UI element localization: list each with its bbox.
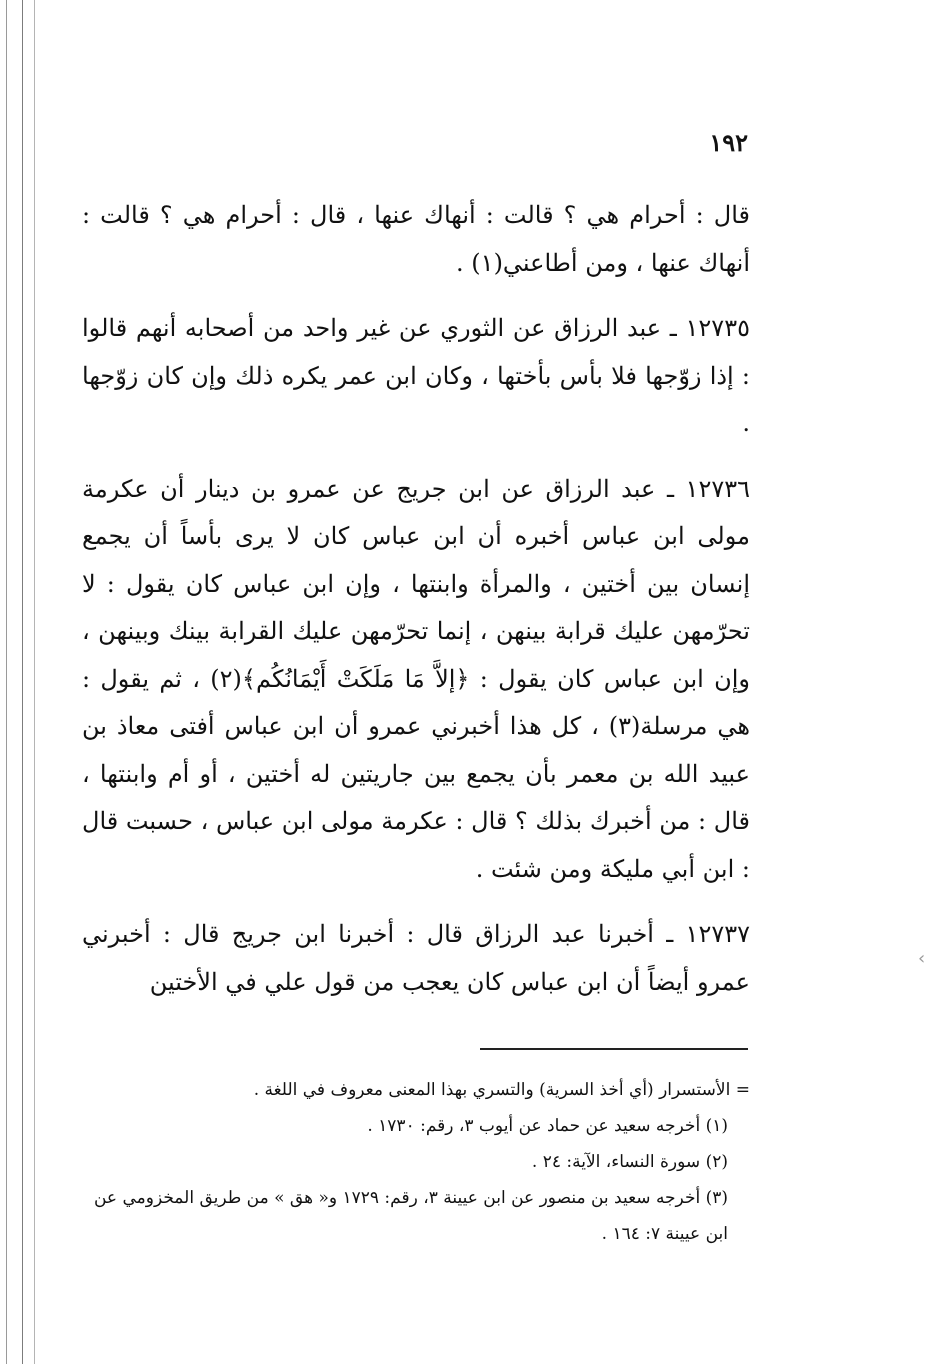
footnote-3: (٣) أخرجه سعيد بن منصور عن ابن عيينة ٣، رقم: ١٧٢٩ و« هق » من طريق المخزومي عن ابن عيينة ٧: ١٦٤ . (93, 1188, 728, 1244)
margin-mark: ‹ (918, 948, 926, 969)
binding-line (34, 0, 35, 1364)
paragraph-continuation (82, 192, 750, 287)
hadith-12737 (82, 911, 750, 1006)
footnotes (82, 1072, 750, 1252)
footnote-divider (480, 1048, 748, 1050)
footnote-continuation: = الأستسرار (أي أخذ السرية) والتسري بهذا المعنى معروف في اللغة . (253, 1080, 750, 1100)
hadith-text: أخبرنا عبد الرزاق قال : أخبرنا ابن جريج قال : أخبرني عمرو أيضاً أن ابن عباس كان يعجب من قول علي في الأختين (82, 920, 750, 996)
hadith-number: ١٢٧٣٥ ـ (669, 314, 750, 342)
hadith-number: ١٢٧٣٧ ـ (666, 920, 750, 948)
hadith-text: عبد الرزاق عن ابن جريج عن عمرو بن دينار أن عكرمة مولى ابن عباس أخبره أن ابن عباس كان لا يرى بأساً أن يجمع إنسان بين أختين ، والمرأة وابنتها ، وإن ابن عباس كان يقول : لا تحرّمهن عليك قرابة بينهن ، إنما تحرّمهن عليك القرابة بينك وبينهن ، وإن ابن عباس كان يقول : ﴿إلاَّ مَا مَلَكَتْ أَيْمَانُكُم﴾(٢) ، ثم يقول : هي مرسلة(٣) ، كل هذا أخبرني عمرو أن ابن عباس أفتى معاذ بن عبيد الله بن معمر بأن يجمع بين جاريتين له أختين ، أو أم وابنتها ، قال : من أخبرك بذلك ؟ قال : عكرمة مولى ابن عباس ، حسبت قال : ابن أبي مليكة ومن شئت . (82, 474, 750, 883)
hadith-12736 (82, 466, 750, 894)
hadith-text: عبد الرزاق عن الثوري عن غير واحد من أصحابه أنهم قالوا : إذا زوّجها فلا بأس بأختها ، وكان ابن عمر يكره ذلك وإن كان زوّجها . (82, 314, 750, 437)
footnote-2: (٢) سورة النساء، الآية: ٢٤ . (531, 1152, 728, 1172)
paragraph-text: قال : أحرام هي ؟ قالت : أنهاك عنها ، قال : أحرام هي ؟ قالت : أنهاك عنها ، ومن أطاعني(١) . (82, 201, 750, 277)
binding-line (6, 0, 7, 1364)
binding-line (22, 0, 23, 1364)
main-text (82, 192, 750, 1024)
page-number: ١٩٢ (709, 128, 748, 157)
hadith-number: ١٢٧٣٦ ـ (666, 474, 750, 503)
footnote-1: (١) أخرجه سعيد عن حماد عن أيوب ٣، رقم: ١٧٣٠ . (367, 1116, 728, 1136)
hadith-12735 (82, 305, 750, 448)
